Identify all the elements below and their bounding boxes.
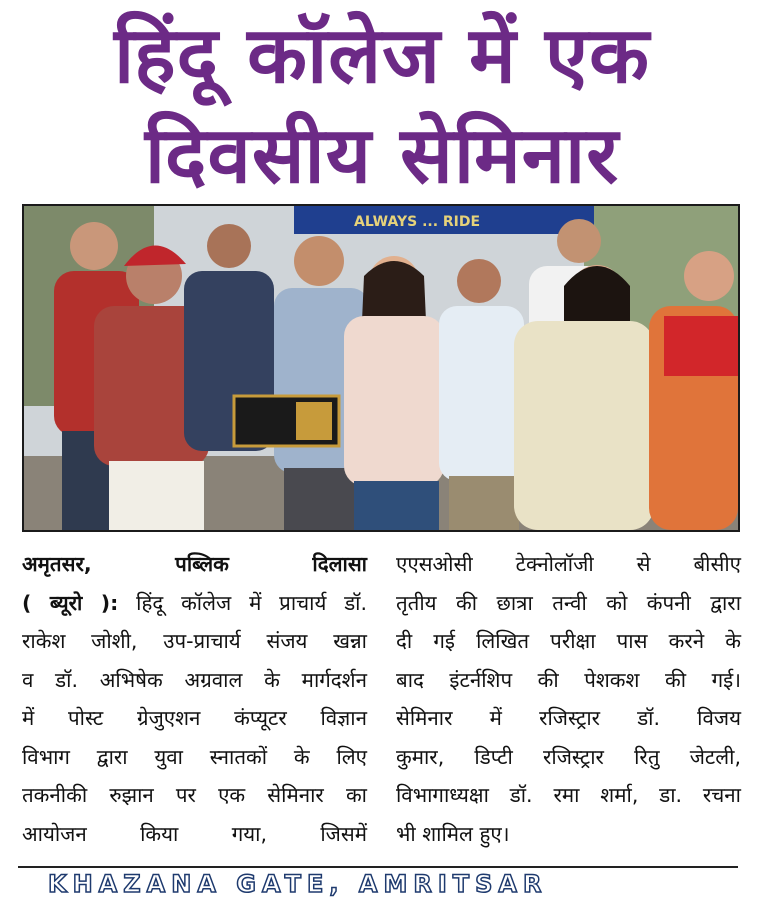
article-line: व डॉ. अभिषेक अग्रवाल के मार्गदर्शन [22,667,367,692]
article-line: कुमार, डिप्टी रजिस्ट्रार रितु जेटली, [396,744,741,769]
dateline-name: दिलासा [312,552,367,576]
news-photo [22,204,740,532]
article-line: तकनीकी रुझान पर एक सेमिनार का [22,783,367,807]
article-column-left [22,545,367,853]
article-line: सेमिनार में रजिस्ट्रार डॉ. विजय [396,706,741,730]
article-line: तृतीय की छात्रा तन्वी को कंपनी द्वारा [396,590,741,615]
group-photo-illustration [24,206,738,530]
article-line-last: भी शामिल हुए। [396,821,510,846]
article-line: राकेश जोशी, उप-प्राचार्य संजय खन्ना [22,629,367,653]
banner-text: ALWAYS ... RIDE [354,214,481,230]
dateline [22,545,367,584]
footer-address: KHAZANA GATE, AMRITSAR [48,870,548,898]
article-line: में पोस्ट ग्रेजुएशन कंप्यूटर विज्ञान [22,706,367,730]
headline [0,6,764,206]
article-line: आयोजन किया गया, जिसमें [22,821,367,846]
article-line-text: हिंदू कॉलेज में प्राचार्य डॉ. [118,590,367,615]
headline-line-2: दिवसीय सेमिनार [144,111,620,201]
headline-line-1: हिंदू कॉलेज में एक [113,11,651,101]
article-column-right [396,545,741,853]
article-line: एएसओसी टेक्नोलॉजी से बीसीए [396,552,741,576]
article-line: विभागाध्यक्षा डॉ. रमा शर्मा, डा. रचना [396,783,741,807]
article-line: विभाग द्वारा युवा स्नातकों के लिए [22,744,367,769]
article-line: दी गई लिखित परीक्षा पास करने के [396,629,741,653]
article-line: बाद इंटर्नशिप की पेशकश की गई। [396,667,741,692]
dateline-place: अमृतसर, [22,552,92,576]
award-box [234,396,339,446]
dateline-bureau: ( ब्यूरो ): [22,590,119,615]
dateline-paper: पब्लिक [175,552,229,576]
article-line [22,584,367,623]
